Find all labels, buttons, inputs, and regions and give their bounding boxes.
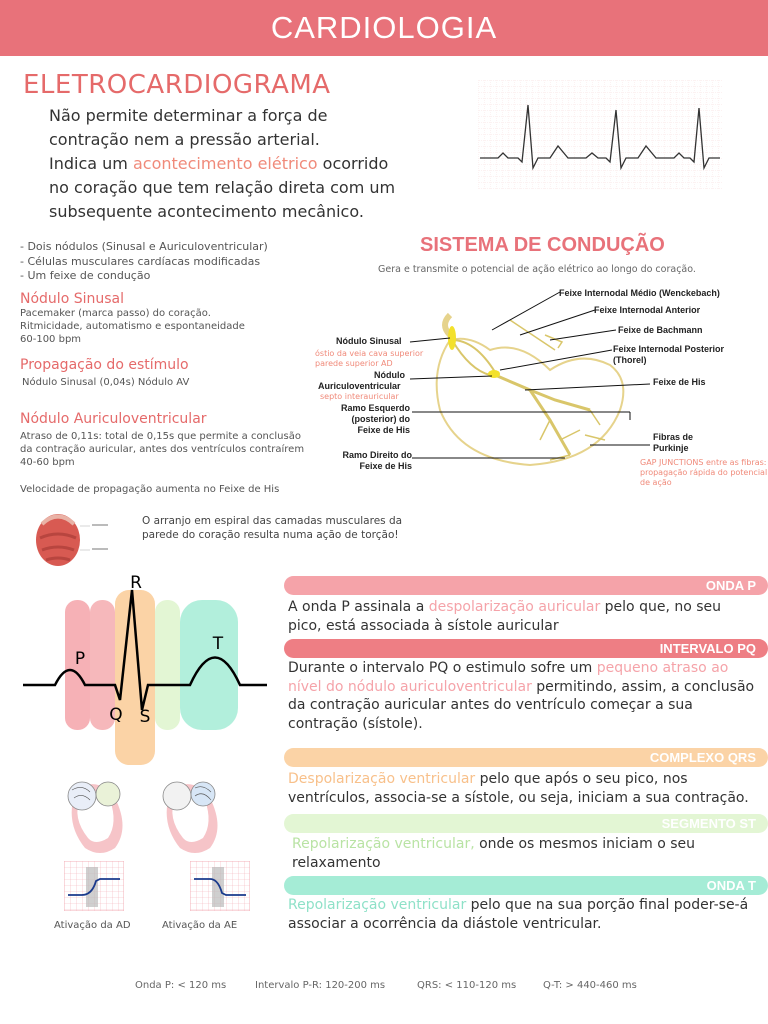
wave-label-s: S: [139, 707, 151, 727]
text-fragment: A onda P assinala a: [288, 599, 429, 615]
nodulo-sinusal-title: Nódulo Sinusal: [20, 291, 124, 307]
intervalo-pq-bar: [284, 639, 768, 658]
segmento-st-bar: [284, 814, 768, 833]
onda-p-text: [288, 598, 758, 635]
onda-t-text: [288, 896, 758, 933]
label-feixe-internodal-posterior: Feixe Internodal Posterior (Thorel): [613, 344, 725, 365]
text-fragment: onde os mesmos iniciam o seu relaxamento: [292, 836, 695, 871]
text-fragment: permitindo, assim, a conclusão da contração auricular antes do ventrículo começar a sua contração (sístole).: [288, 678, 755, 732]
label-nodulo-av: Nódulo Auriculoventricular: [318, 370, 405, 391]
highlight-term: Repolarização ventricular: [288, 897, 467, 913]
text-fragment: pelo que na sua porção final poder-se-á associar a ocorrência da diástole ventricular.: [288, 897, 749, 932]
sistema-conducao-subtitle: Gera e transmite o potencial de ação elétrico ao longo do coração.: [378, 264, 696, 275]
footer-qrs: QRS: < 110-120 ms: [417, 980, 517, 991]
highlight-eletrico: acontecimento elétrico: [132, 154, 318, 173]
intervalo-pq-label: INTERVALO PQ: [659, 641, 756, 656]
label-feixe-internodal-medio: Feixe Internodal Médio (Wenckebach): [559, 288, 720, 298]
propagacao-text: Nódulo Sinusal (0,04s) Nódulo AV: [22, 377, 190, 388]
ecg-wave-diagram: [20, 570, 270, 770]
ativacao-ae-label: Ativação da AE: [162, 920, 238, 931]
text-fragment: pelo que após o seu pico, nos ventrículos, associa-se a sístole, ou seja, iniciam a sua contração.: [288, 771, 749, 806]
note-septo: septo interauricular: [320, 392, 399, 401]
ecg-title: ELETROCARDIOGRAMA: [23, 70, 331, 100]
ecg-paragraph-2: Indica um acontecimento elétrico ocorrido no coração que tem relação direta com um subsequente acontecimento mecânico.: [49, 154, 396, 221]
page-title: CARDIOLOGIA: [270, 10, 498, 45]
wave-label-t: T: [212, 634, 224, 654]
complexo-qrs-bar: [284, 748, 768, 767]
note-ostio: óstio da veia cava superior parede superior AD: [315, 349, 424, 368]
ecg-paragraph-1: Não permite determinar a força de contração nem a pressão arterial.: [49, 106, 328, 149]
segmento-st-label: SEGMENTO ST: [661, 816, 756, 831]
ativacao-ad-label: Ativação da AD: [54, 920, 131, 931]
onda-t-label: ONDA T: [706, 878, 756, 893]
ad-activation-graph: [64, 861, 124, 911]
footer-onda-p: Onda P: < 120 ms: [135, 980, 227, 991]
heart-activation-images: [50, 773, 250, 855]
highlight-term: pequeno atraso ao nível do nódulo auriculoventricular: [288, 660, 729, 695]
segmento-st-text: [292, 835, 762, 872]
page-header: [0, 0, 768, 56]
wave-label-r: R: [130, 573, 142, 593]
footer-intervalo-pr: Intervalo P-R: 120-200 ms: [255, 980, 386, 991]
propagacao-title: Propagação do estímulo: [20, 357, 189, 373]
text-fragment: Durante o intervalo PQ o estimulo sofre um: [288, 660, 597, 676]
sistema-conducao-title: SISTEMA DE CONDUÇÃO: [420, 234, 665, 256]
list-item: - Um feixe de condução: [20, 269, 151, 282]
arranjo-text: O arranjo em espiral das camadas musculares da parede do coração resulta numa ação de torção!: [142, 515, 403, 541]
highlight-term: despolarização auricular: [428, 599, 601, 615]
list-item: - Dois nódulos (Sinusal e Auriculoventricular): [20, 240, 268, 253]
gap-junctions-note: GAP JUNCTIONS entre as fibras: propagação rápida do potencial de ação: [640, 458, 768, 487]
onda-p-label: ONDA P: [705, 578, 756, 593]
ecg-strip-image: [478, 80, 722, 190]
onda-p-bar: [284, 576, 768, 595]
intervalo-pq-text: [288, 659, 758, 733]
label-ramo-direito: Ramo Direito do Feixe de His: [342, 450, 412, 471]
onda-t-bar: [284, 876, 768, 895]
label-feixe-internodal-anterior: Feixe Internodal Anterior: [594, 305, 701, 315]
bullet-list: [20, 240, 268, 284]
label-ramo-esquerdo: Ramo Esquerdo (posterior) do Feixe de His: [340, 403, 410, 435]
ae-activation-graph: [190, 861, 250, 911]
velocidade-text: Velocidade de propagação aumenta no Feixe de His: [20, 484, 280, 495]
highlight-term: Repolarização ventricular,: [292, 836, 475, 852]
footer-qt: Q-T: > 440-460 ms: [543, 980, 637, 991]
highlight-term: Despolarização ventricular: [288, 771, 476, 787]
nodulo-sinusal-text: Pacemaker (marca passo) do coração. Ritmicidade, automatismo e espontaneidade 60-100 bpm: [20, 308, 245, 345]
nodulo-av-title: Nódulo Auriculoventricular: [20, 411, 207, 427]
label-feixe-his: Feixe de His: [653, 377, 706, 387]
heart-muscle-image: [20, 504, 132, 570]
nodulo-av-text: Atraso de 0,11s: total de 0,15s que permite a conclusão da contração auricular, antes dos ventrículos contraírem 40-60 bpm: [20, 431, 305, 468]
text-fragment: pelo que, no seu pico, está associada à sístole auricular: [288, 599, 722, 634]
label-fibras-purkinje: Fibras de Purkinje: [653, 432, 694, 453]
wave-label-q: Q: [109, 705, 123, 725]
label-feixe-bachmann: Feixe de Bachmann: [618, 325, 703, 335]
wave-label-p: P: [74, 649, 86, 669]
label-nodulo-sinusal: Nódulo Sinusal: [336, 336, 402, 346]
complexo-qrs-label: COMPLEXO QRS: [649, 750, 756, 765]
complexo-qrs-text: [288, 770, 758, 807]
list-item: - Células musculares cardíacas modificadas: [20, 254, 261, 268]
